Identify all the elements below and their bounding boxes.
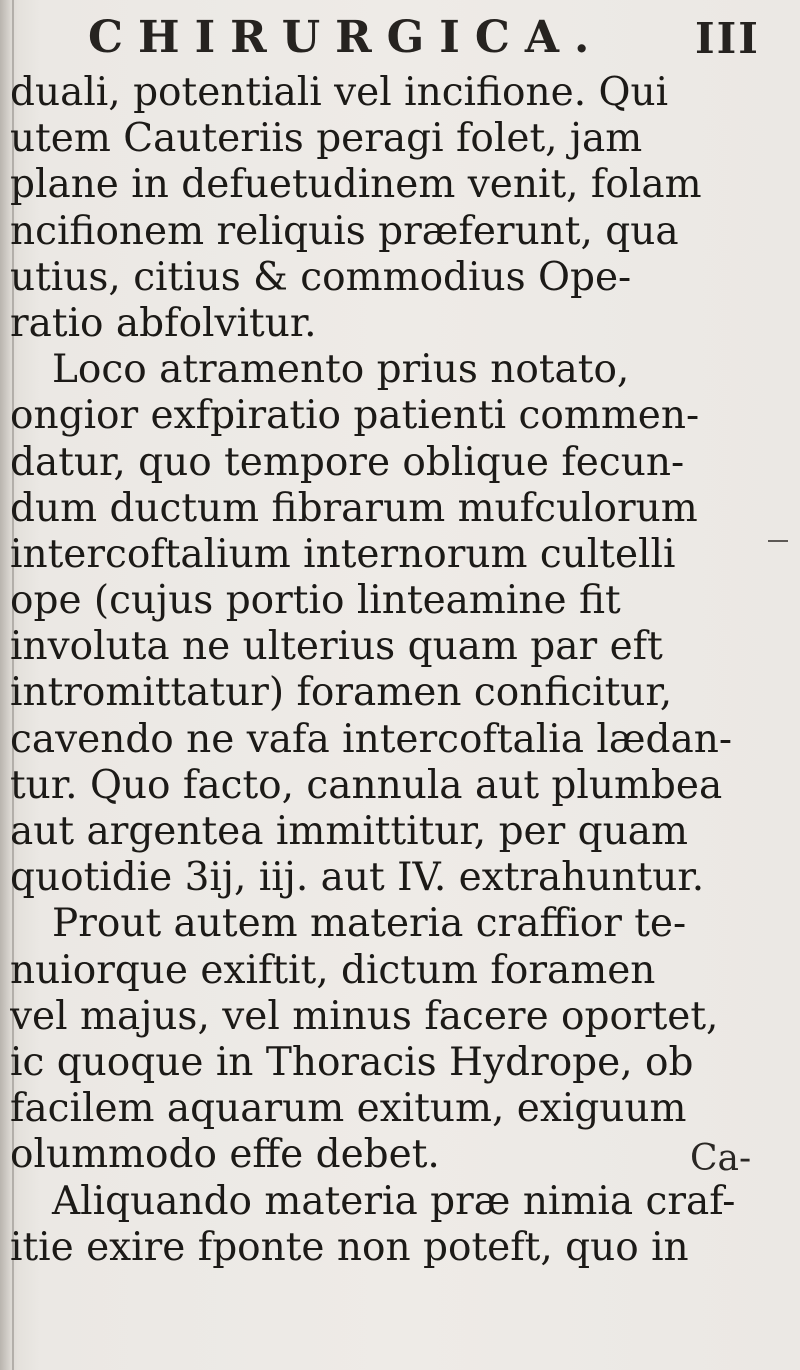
paragraph-start-line: Prout autem materia craffior te- bbox=[52, 901, 687, 947]
text-line: duali, potentiali vel incifione. Qui bbox=[10, 70, 669, 115]
text-line: tur. Quo facto, cannula aut plumbea bbox=[10, 762, 723, 808]
running-title: CHIRURGICA. bbox=[88, 12, 605, 63]
text-line: intercoftalium internorum cultelli bbox=[10, 531, 676, 577]
text-line: ncifionem reliquis præferunt, qua bbox=[10, 208, 679, 254]
text-line: olummodo effe debet. bbox=[10, 1132, 440, 1178]
paragraph-start-line: Loco atramento prius notato, bbox=[52, 347, 630, 393]
text-line: utem Cauteriis peragi folet, jam bbox=[10, 116, 643, 162]
text-line: intromittatur) foramen conficitur, bbox=[10, 670, 673, 716]
page-number: III bbox=[695, 14, 760, 63]
text-line: involuta ne ulterius quam par eft bbox=[10, 624, 663, 670]
text-line: ratio abfolvitur. bbox=[10, 300, 317, 346]
text-line: nuiorque exiftit, dictum foramen bbox=[10, 947, 656, 993]
text-line: utius, citius & commodius Ope- bbox=[10, 254, 632, 300]
text-line: plane in defuetudinem venit, folam bbox=[10, 162, 702, 208]
text-line: ope (cujus portio linteamine fit bbox=[10, 578, 621, 624]
page-header bbox=[0, 12, 800, 72]
text-line: datur, quo tempore oblique fecun- bbox=[10, 439, 685, 485]
margin-mark bbox=[768, 540, 788, 542]
page-binding-edge bbox=[0, 0, 10, 1370]
text-line: ic quoque in Thoracis Hydrope, ob bbox=[10, 1039, 694, 1085]
text-line: ongior exfpiratio patienti commen- bbox=[10, 393, 700, 439]
text-line: itie exire fponte non poteft, quo in bbox=[10, 1224, 689, 1270]
text-line: dum ductum fibrarum mufculorum bbox=[10, 485, 698, 531]
catchword: Ca- bbox=[690, 1138, 752, 1179]
text-line: cavendo ne vafa intercoftalia lædan- bbox=[10, 716, 733, 762]
text-line: vel majus, vel minus facere oportet, bbox=[10, 993, 719, 1039]
paragraph-start-line: Aliquando materia præ nimia craf- bbox=[52, 1178, 736, 1224]
body-text bbox=[10, 70, 790, 1271]
text-line: aut argentea immittitur, per quam bbox=[10, 809, 688, 854]
text-line: facilem aquarum exitum, exiguum bbox=[10, 1086, 687, 1132]
text-line: quotidie 3ij, iij. aut IV. extrahuntur. bbox=[10, 855, 705, 901]
